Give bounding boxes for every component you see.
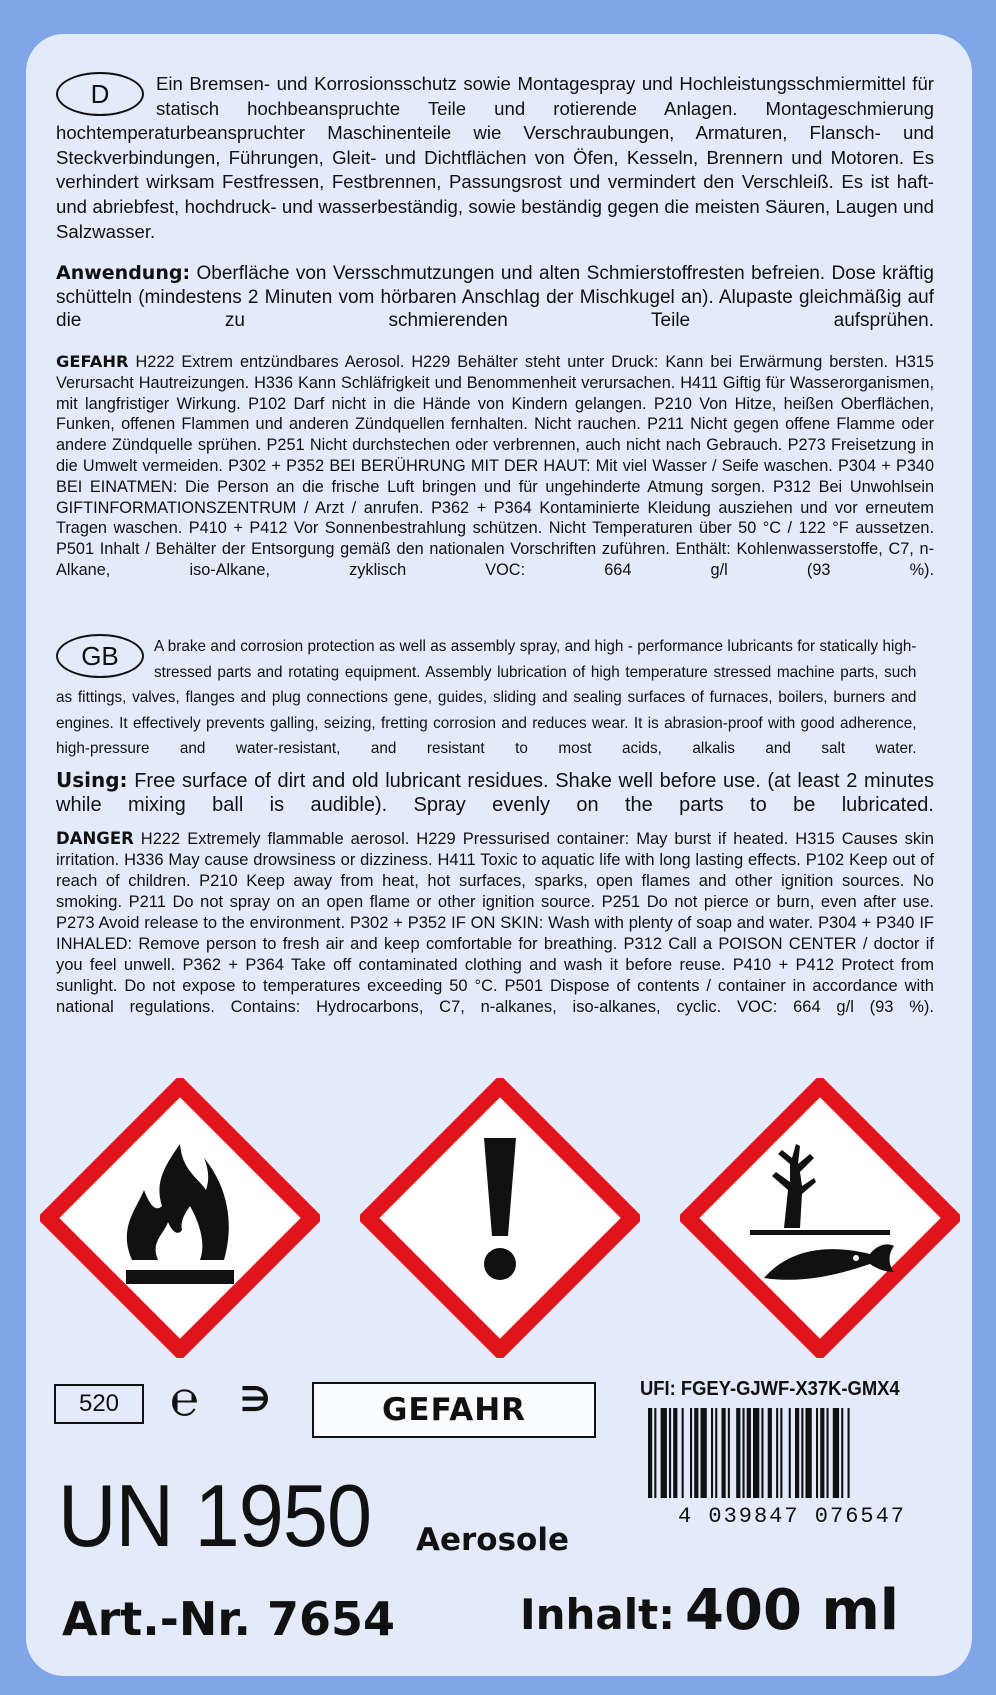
german-usage bbox=[56, 262, 934, 333]
country-badge-gb: GB bbox=[56, 634, 144, 678]
barcode-digits: 4 039847 076547 bbox=[677, 1504, 907, 1526]
barcode bbox=[644, 1408, 940, 1526]
german-usage-label: Anwendung: bbox=[56, 262, 191, 284]
flame-icon bbox=[40, 1078, 320, 1358]
english-intro: A brake and corrosion protection as well as assembly spray, and high - performance lubricants for statically high-stressed parts and rotating equipment. Assembly lubrication of high temperature stressed machine parts, such as fittings, valves, flanges and plug connections gene, guides, sliding and sealing surfaces of furnaces, boilers, burners and engines. It effectively prevents galling, seizing, fretting corrosion and reduces wear. It is abrasion-proof with good adherence, high-pressure and water-resistant, and resistant to most acids, alkalis and salt water. bbox=[56, 638, 917, 757]
hazard-pictograms bbox=[40, 1078, 960, 1358]
un-class: Aerosole bbox=[416, 1522, 570, 1558]
german-hazard-label: GEFAHR bbox=[56, 352, 129, 371]
english-hazard bbox=[56, 828, 934, 1018]
article-number: Art.-Nr. 7654 bbox=[62, 1592, 395, 1646]
country-badge-de: D bbox=[56, 72, 144, 116]
german-hazard bbox=[56, 352, 934, 581]
signal-word-box: GEFAHR bbox=[312, 1382, 596, 1438]
english-usage-label: Using: bbox=[56, 768, 128, 792]
english-usage bbox=[56, 768, 934, 817]
box-number: 520 bbox=[54, 1384, 144, 1424]
reverse-e-sign: ∋ bbox=[240, 1381, 271, 1419]
english-section bbox=[56, 634, 934, 762]
german-hazard-text: H222 Extrem entzündbares Aerosol. H229 Behälter steht unter Druck: Kann bei Erwärmung bersten. H315 Verursacht Hautreizungen. H336 Kann Schläfrigkeit und Benommenheit verursachen. H411 Giftig für Wasserorganismen, mit langfristiger Wirkung. P102 Darf nicht in die Hände von Kindern gelangen. P210 Von Hitze, heißen Oberflächen, Funken, offenen Flammen und anderen Zündquellen fernhalten. Nicht rauchen. P211 Nicht gegen offene Flamme oder andere Zündquelle sprühen. P251 Nicht durchstechen oder verbrennen, auch nicht nach Gebrauch. P273 Freisetzung in die Umwelt vermeiden. P302 + P352 BEI BERÜHRUNG MIT DER HAUT: Mit viel Wasser / Seife waschen. P304 + P340 BEI EINATMEN: Die Person an die frische Luft bringen und für ungehinderte Atmung sorgen. P312 Bei Unwohlsein GIFTINFORMATIONSZENTRUM / Arzt / anrufen. P362 + P364 Kontaminierte Kleidung ausziehen und vor erneutem Tragen waschen. P410 + P412 Vor Sonnenbestrahlung schützen. Nicht Temperaturen über 50 °C / 122 °F aussetzen. P501 Inhalt / Behälter der Entsorgung gemäß den nationalen Vorschriften zuführen. Enthält: Kohlenwasserstoffe, C7, n-Alkane, iso-Alkane, zyklisch VOC: 664 g/l (93 %). bbox=[56, 353, 934, 579]
estimated-sign: ℮ bbox=[170, 1371, 199, 1427]
content-label: Inhalt: bbox=[520, 1590, 676, 1639]
english-hazard-text: H222 Extremely flammable aerosol. H229 Pressurised container: May burst if heated. H315 Causes skin irritation. H336 May cause drowsiness or dizziness. H411 Toxic to aquatic life with long lasting effects. P102 Keep out of reach of children. P210 Keep away from heat, hot surfaces, sparks, open flames and other ignition sources. No smoking. P211 Do not spray on an open flame or other ignition source. P251 Do not pierce or burn, even after use. P273 Avoid release to the environment. P302 + P352 IF ON SKIN: Wash with plenty of soap and water. P304 + P340 IF INHALED: Remove person to fresh air and keep comfortable for breathing. P312 Call a POISON CENTER / doctor if you feel unwell. P362 + P364 Take off contaminated clothing and wash it before reuse. P410 + P412 Protect from sunlight. Do not expose to temperatures exceeding 50 °C. P501 Dispose of contents / container in accordance with national regulations. Contains: Hydrocarbons, C7, n-alkanes, iso-alkanes, cyclic. VOC: 664 g/l (93 %). bbox=[56, 830, 934, 1016]
german-usage-text: Oberfläche von Versschmutzungen und alten Schmierstoffresten befreien. Dose kräftig schütteln (mindestens 2 Minuten vom hörbaren Anschlag der Mischkugel an). Alupaste gleichmäßig auf die zu schmierenden Teile aufsprühen. bbox=[56, 263, 934, 331]
exclamation-icon bbox=[360, 1078, 640, 1358]
environment-icon bbox=[680, 1078, 960, 1358]
un-number: UN 1950 bbox=[58, 1466, 372, 1565]
content-value: 400 ml bbox=[685, 1578, 899, 1643]
content bbox=[520, 1578, 899, 1643]
english-hazard-label: DANGER bbox=[56, 829, 134, 848]
ufi-code: UFI: FGEY-GJWF-X37K-GMX4 bbox=[640, 1378, 900, 1400]
german-section bbox=[56, 72, 934, 244]
english-usage-text: Free surface of dirt and old lubricant residues. Shake well before use. (at least 2 minutes while mixing ball is audible). Spray evenly on the parts to be lubricated. bbox=[56, 770, 934, 816]
german-intro: Ein Bremsen- und Korrosionsschutz sowie Montagespray und Hochleistungsschmiermittel für statisch hochbeanspruchte Teile und rotierende Anlagen. Montageschmierung hochtemperaturbeanspruchter Maschinenteile wie Verschraubungen, Armaturen, Flansch- und Steckverbindungen, Führungen, Gleit- und Dichtflächen von Öfen, Kesseln, Brennern und Motoren. Es verhindert wirksam Festfressen, Festbrennen, Passungsrost und vermindert den Verschleiß. Es ist haft- und abriebfest, hochdruck- und wasserbeständig, sowie beständig gegen die meisten Säuren, Laugen und Salzwasser. bbox=[56, 73, 934, 242]
